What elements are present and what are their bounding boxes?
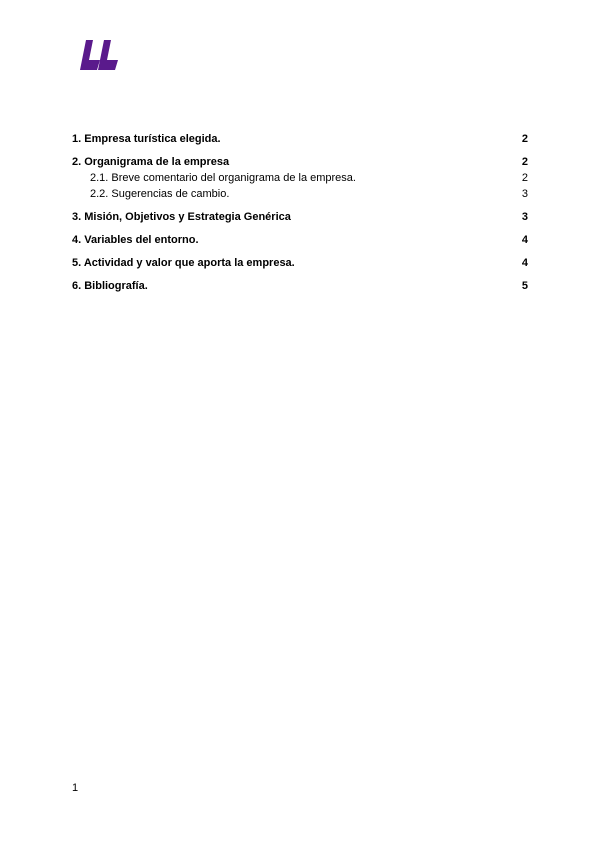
toc-entry-1[interactable]	[72, 132, 528, 147]
toc-entry-label: 2.2. Sugerencias de cambio.	[90, 188, 230, 200]
toc-entry-page: 2	[521, 133, 528, 145]
toc-entry-page: 4	[521, 234, 528, 246]
toc-entry-page: 3	[521, 188, 528, 200]
toc-entry-page: 3	[521, 211, 528, 223]
toc-entry-label: 4. Variables del entorno.	[72, 234, 199, 246]
toc-entry-label: 2. Organigrama de la empresa	[72, 156, 230, 168]
toc-entry-4[interactable]	[72, 233, 528, 248]
toc-entry-6[interactable]	[72, 279, 528, 294]
toc-entry-page: 2	[521, 172, 528, 184]
toc-entry-5[interactable]	[72, 256, 528, 271]
toc-entry-2[interactable]	[72, 155, 528, 170]
toc-entry-label: 6. Bibliografía.	[72, 280, 148, 292]
toc-entry-page: 5	[521, 280, 528, 292]
toc-entry-page: 4	[521, 257, 528, 269]
table-of-contents	[72, 132, 528, 294]
toc-entry-label: 2.1. Breve comentario del organigrama de la empresa.	[90, 172, 356, 184]
toc-entry-2-1[interactable]	[72, 170, 528, 186]
toc-entry-label: 1. Empresa turística elegida.	[72, 133, 221, 145]
toc-entry-label: 3. Misión, Objetivos y Estrategia Genérica	[72, 211, 291, 223]
toc-entry-label: 5. Actividad y valor que aporta la empresa.	[72, 257, 295, 269]
toc-entry-2-2[interactable]	[72, 186, 528, 202]
toc-entry-3[interactable]	[72, 210, 528, 225]
university-logo-icon	[80, 40, 120, 70]
toc-entry-page: 2	[521, 156, 528, 168]
page-number: 1	[72, 782, 79, 794]
